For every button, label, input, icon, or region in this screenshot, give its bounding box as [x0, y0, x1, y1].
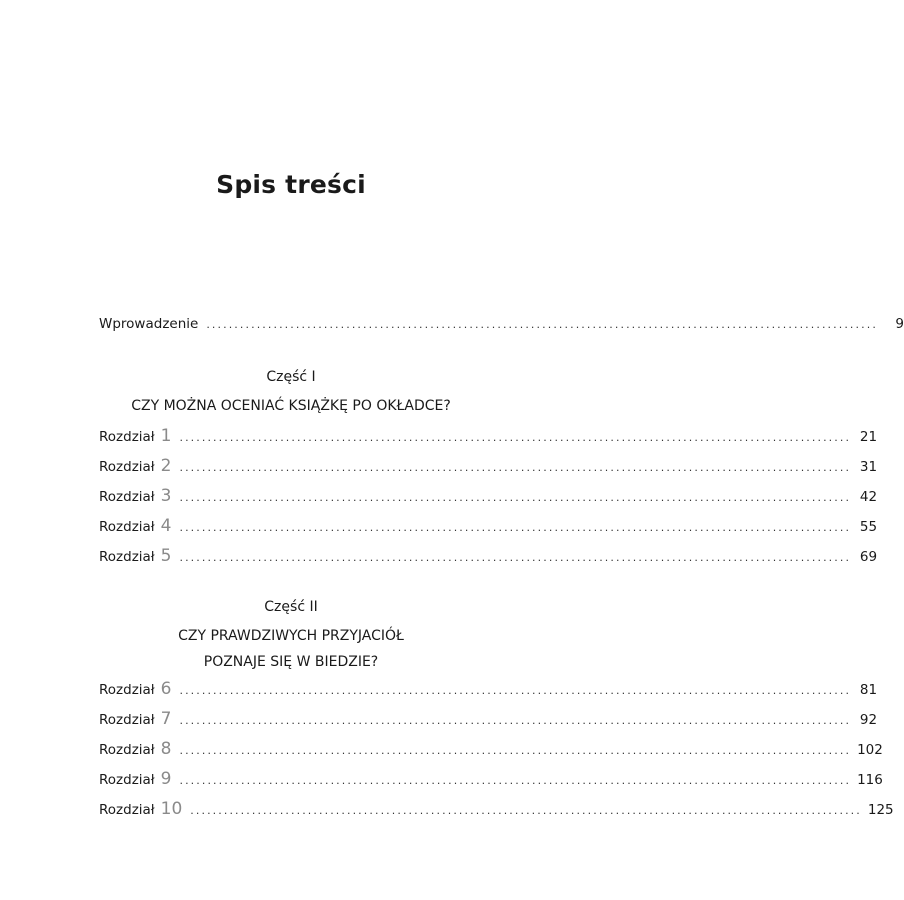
dot-leader: ........................................................................................................................ [179, 491, 852, 504]
dot-leader: ........................................................................................................................ [179, 774, 852, 787]
dot-leader: ........................................................................................................................ [179, 431, 852, 444]
toc-entry-label: Rozdział [99, 742, 155, 758]
chapter-number: 6 [160, 679, 172, 699]
toc-entry-label: Rozdział [99, 802, 155, 818]
toc-entry-chapter-6 [99, 679, 878, 701]
toc-page-number: 21 [859, 429, 878, 445]
dot-leader: ........................................................................................................................ [179, 744, 852, 757]
dot-leader: ........................................................................................................................ [179, 684, 852, 697]
dot-leader: ........................................................................................................................ [179, 551, 852, 564]
toc-entry-label: Rozdział [99, 489, 155, 505]
toc-entry-label: Rozdział [99, 459, 155, 475]
toc-entry-chapter-4 [99, 516, 878, 538]
chapter-number: 5 [160, 546, 172, 566]
toc-entry-label: Rozdział [99, 519, 155, 535]
toc-page-number: 42 [859, 489, 878, 505]
page-title: Spis treści [216, 170, 366, 199]
dot-leader: ........................................................................................................................ [190, 804, 862, 817]
chapter-number: 1 [160, 426, 172, 446]
part-heading: Część II [264, 599, 318, 615]
toc-entry-chapter-8 [99, 739, 883, 761]
toc-entry-chapter-3 [99, 486, 878, 508]
part-title-line: CZY PRAWDZIWYCH PRZYJACIÓŁ [178, 628, 404, 644]
toc-page-number: 102 [857, 742, 883, 758]
part-header-2 [0, 594, 582, 675]
part-header-1 [0, 364, 582, 419]
chapter-number: 3 [160, 486, 172, 506]
toc-entry-chapter-5 [99, 546, 878, 568]
chapter-number: 8 [160, 739, 172, 759]
dot-leader: ........................................................................................................................ [206, 318, 878, 331]
dot-leader: ........................................................................................................................ [179, 521, 852, 534]
toc-entry-label: Rozdział [99, 429, 155, 445]
toc-entry-label: Rozdział [99, 712, 155, 728]
toc-page-number: 69 [859, 549, 878, 565]
chapter-number: 2 [160, 456, 172, 476]
chapter-number: 7 [160, 709, 172, 729]
part-title-line: CZY MOŻNA OCENIAĆ KSIĄŻKĘ PO OKŁADCE? [131, 398, 451, 414]
toc-page-number: 116 [857, 772, 883, 788]
toc-entry-chapter-9 [99, 769, 883, 791]
toc-page-number: 55 [859, 519, 878, 535]
dot-leader: ........................................................................................................................ [179, 461, 852, 474]
chapter-number: 9 [160, 769, 172, 789]
toc-entry-label: Rozdział [99, 682, 155, 698]
toc-entry-chapter-2 [99, 456, 878, 478]
toc-page-number: 125 [867, 802, 894, 818]
part-title-line: POZNAJE SIĘ W BIEDZIE? [203, 654, 379, 670]
toc-entry-label: Rozdział [99, 772, 155, 788]
toc-entry-chapter-10 [99, 799, 894, 821]
toc-page-number: 81 [859, 682, 878, 698]
toc-page-number: 9 [895, 316, 904, 332]
dot-leader: ........................................................................................................................ [179, 714, 852, 727]
part-heading: Część I [266, 369, 316, 385]
toc-entry-intro [99, 316, 904, 338]
toc-page-number: 31 [859, 459, 878, 475]
chapter-number: 10 [160, 799, 183, 819]
toc-entry-chapter-1 [99, 426, 878, 448]
chapter-number: 4 [160, 516, 172, 536]
toc-entry-chapter-7 [99, 709, 878, 731]
toc-entry-label: Rozdział [99, 549, 155, 565]
toc-page-number: 92 [859, 712, 878, 728]
toc-entry-label: Wprowadzenie [99, 316, 199, 332]
